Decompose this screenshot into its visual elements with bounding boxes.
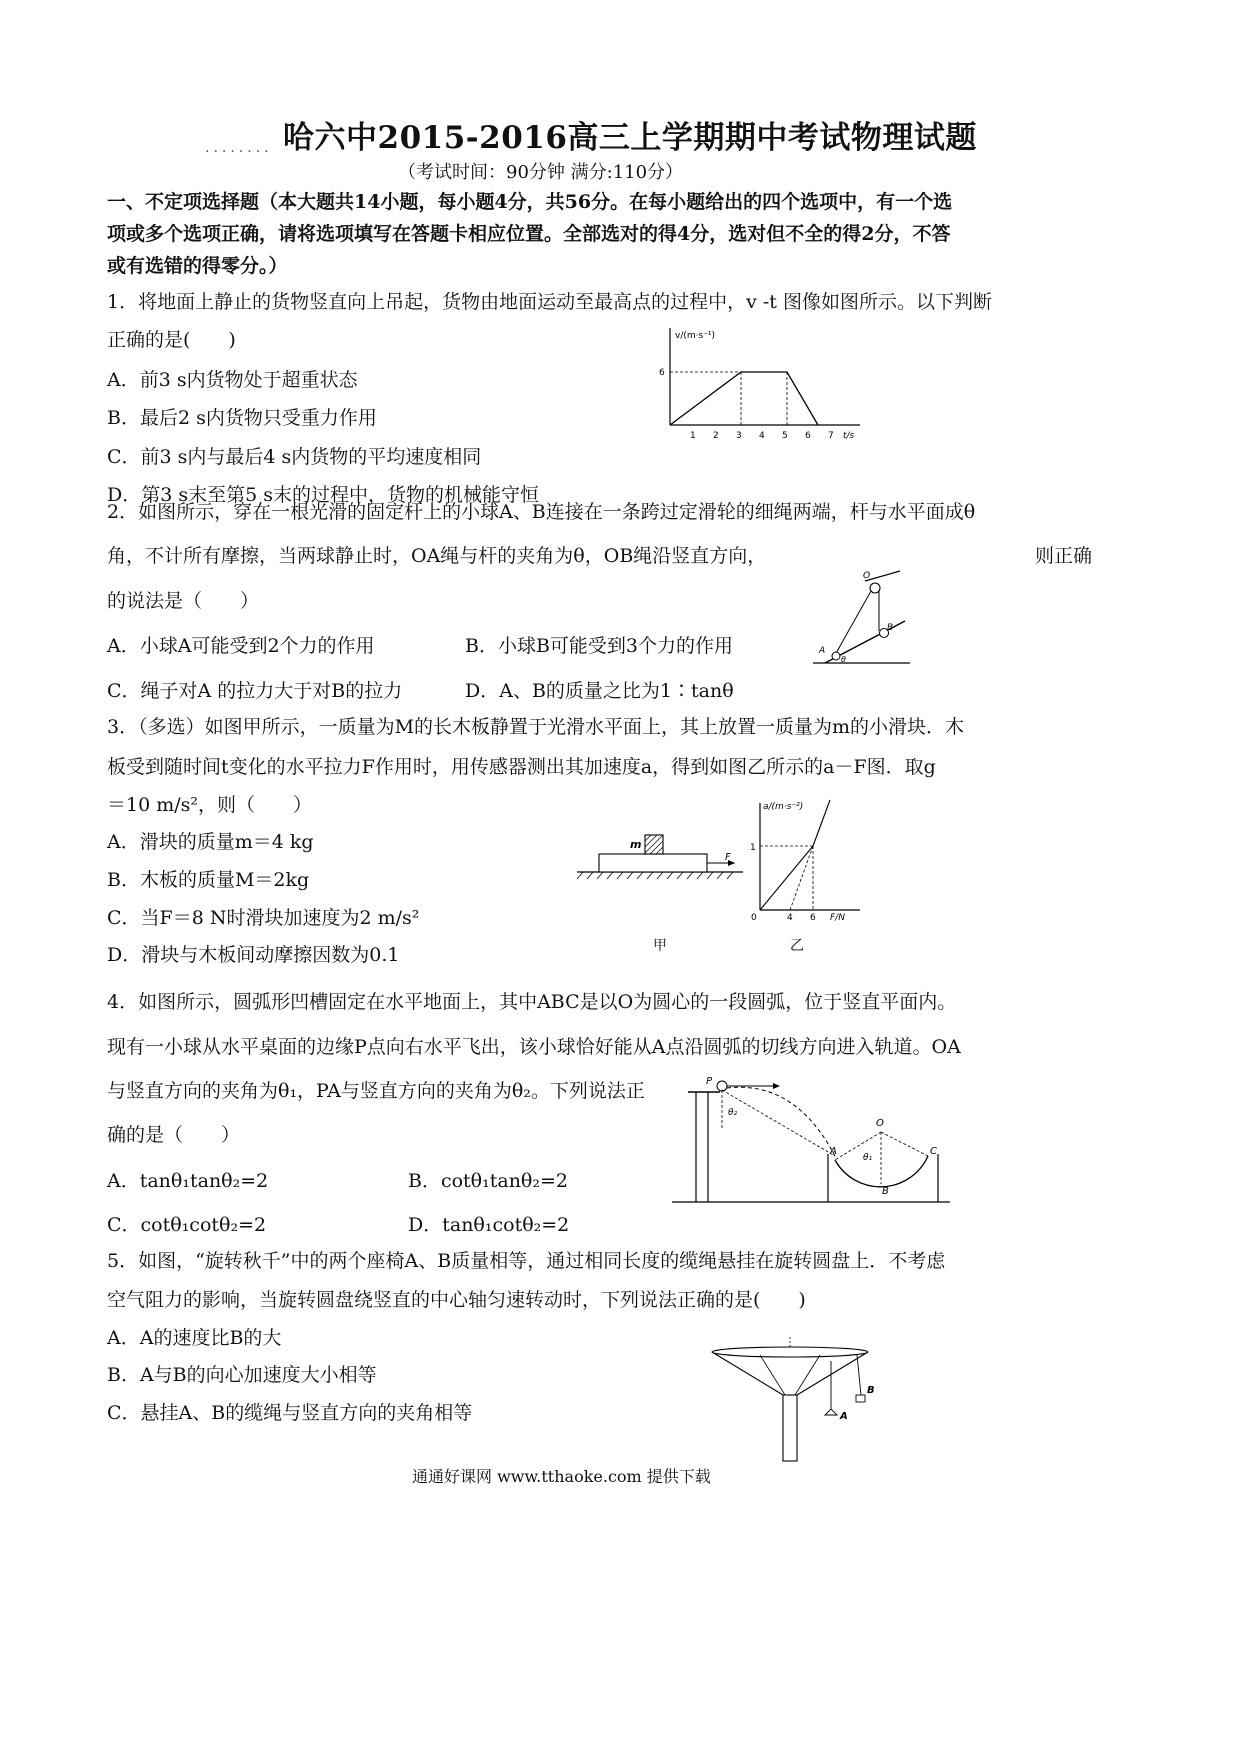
q3-stem-line3: ＝10 m/s²，则（ ） <box>107 794 313 816</box>
q5-pole <box>783 1395 797 1461</box>
q4-label-b: B <box>882 1186 889 1197</box>
q3-stem-line1: 3．（多选）如图甲所示，一质量为M的长木板静置于光滑水平面上，其上放置一质量为m的小滑块．木 <box>107 716 965 738</box>
q2-ball-a <box>832 652 840 660</box>
q3-option-a: A．滑块的质量m＝4 kg <box>107 831 314 853</box>
q5-option-a: A．A的速度比B的大 <box>107 1327 282 1349</box>
q3-board <box>599 854 707 872</box>
q5-seat-a <box>825 1409 837 1415</box>
section-instructions-line3: 或有选错的得零分。） <box>107 255 288 277</box>
q3-line-low <box>760 846 813 910</box>
q5-seat-b <box>856 1395 865 1402</box>
header-dots: ........ <box>205 140 273 156</box>
q2-stem-line1: 2．如图所示，穿在一根光滑的固定杆上的小球A、B连接在一条跨过定滑轮的细绳两端，杆与水平面成θ <box>107 501 976 523</box>
q5-rope-b <box>857 1355 861 1395</box>
q5-label-b: B <box>867 1385 875 1396</box>
q1-vt-line <box>670 372 818 425</box>
q4-stem-line4: 确的是（ ） <box>107 1124 241 1146</box>
q2-label-a: A <box>819 646 826 656</box>
q2-option-d: D．A、B的质量之比为1∶tanθ <box>465 680 734 702</box>
q4-label-theta1: θ₁ <box>863 1153 873 1163</box>
q3-origin: 0 <box>751 913 757 923</box>
q3-y-tick-1: 1 <box>750 843 756 853</box>
q1-x-tick: 1 <box>690 431 696 441</box>
page-footer: 通通好课网 www.tthaoke.com 提供下载 <box>412 1467 711 1486</box>
q3-af-graph <box>745 795 865 925</box>
q4-option-a: A．tanθ₁tanθ₂=2 <box>107 1170 269 1192</box>
q3-option-c: C．当F＝8 N时滑块加速度为2 m/s² <box>107 907 420 929</box>
q2-option-b: B．小球B可能受到3个力的作用 <box>465 635 734 657</box>
exam-info: （考试时间：90分钟 满分:110分） <box>398 162 684 183</box>
q1-x-tick: 5 <box>782 431 788 441</box>
q3-figure-a <box>575 812 745 892</box>
q2-rope-oa <box>835 591 871 655</box>
q3-line-high <box>813 800 830 846</box>
q3-stem-line2: 板受到随时间t变化的水平拉力F作用时，用传感器测出其加速度a，得到如图乙所示的a－F图．取g <box>107 756 936 778</box>
q2-label-o: O <box>863 571 871 581</box>
q4-label-p: P <box>706 1076 713 1087</box>
q1-vt-graph <box>655 325 865 441</box>
q4-label-c: C <box>930 1146 937 1157</box>
q3-x-label: F/N <box>830 913 845 923</box>
q2-label-b: B <box>887 623 894 633</box>
q4-arc <box>835 1156 928 1187</box>
q4-figure <box>670 1070 955 1210</box>
q2-ceiling <box>865 571 900 581</box>
q4-label-theta2: θ₂ <box>728 1108 738 1118</box>
q4-option-c: C．cotθ₁cotθ₂=2 <box>107 1214 267 1236</box>
q3-caption-a: 甲 <box>653 938 667 954</box>
q4-stem-line2: 现有一小球从水平桌面的边缘P点向右水平飞出，该小球恰好能从A点沿圆弧的切线方向进入轨道。OA <box>107 1036 961 1058</box>
q1-y-label: v/(m·s⁻¹) <box>675 331 716 341</box>
q3-option-d: D．滑块与木板间动摩擦因数为0.1 <box>107 944 400 966</box>
q2-figure <box>805 563 915 673</box>
q4-label-a: A <box>830 1146 837 1157</box>
section-instructions-line2: 项或多个选项正确，请将选项填写在答题卡相应位置。全部选对的得4分，选对但不全的得2分，不答 <box>107 223 951 245</box>
q1-option-a: A．前3 s内货物处于超重状态 <box>107 369 358 391</box>
q1-x-tick: 2 <box>713 431 719 441</box>
q1-option-b: B．最后2 s内货物只受重力作用 <box>107 407 377 429</box>
q3-x-tick-6: 6 <box>810 913 816 923</box>
q5-disk <box>712 1347 868 1357</box>
q3-x-tick-4: 4 <box>787 913 793 923</box>
q1-x-tick: 6 <box>805 431 811 441</box>
q2-stem-line3: 的说法是（ ） <box>107 590 260 612</box>
q4-label-o: O <box>876 1118 884 1129</box>
q2-option-c: C．绳子对A 的拉力大于对B的拉力 <box>107 680 403 702</box>
q1-option-c: C．前3 s内与最后4 s内货物的平均速度相同 <box>107 446 482 468</box>
q3-label-f: F <box>725 852 731 863</box>
q1-option-d: D．第3 s末至第5 s末的过程中，货物的机械能守恒 <box>107 484 539 506</box>
q5-stem-line2: 空气阻力的影响，当旋转圆盘绕竖直的中心轴匀速转动时，下列说法正确的是( ) <box>107 1289 806 1311</box>
q5-option-b: B．A与B的向心加速度大小相等 <box>107 1364 377 1386</box>
q1-stem-line2: 正确的是( ) <box>107 329 236 351</box>
page-title: 哈六中2015-2016高三上学期期中考试物理试题 <box>283 120 977 156</box>
q3-option-b: B．木板的质量M＝2kg <box>107 869 310 891</box>
q4-stem-line1: 4．如图所示，圆弧形凹槽固定在水平地面上，其中ABC是以O为圆心的一段圆弧，位于竖直平面内。 <box>107 991 957 1013</box>
q1-x-label: t/s <box>843 431 855 441</box>
section-instructions-line1: 一、不定项选择题（本大题共14小题，每小题4分，共56分。在每小题给出的四个选项中，有一个选 <box>107 191 953 213</box>
q4-option-d: D．tanθ₁cotθ₂=2 <box>408 1214 570 1236</box>
q3-y-label: a/(m·s⁻²) <box>763 802 804 812</box>
q1-stem-line1: 1．将地面上静止的货物竖直向上吊起，货物由地面运动至最高点的过程中，v -t 图像如图所示。以下判断 <box>107 291 992 313</box>
q4-trajectory <box>727 1087 835 1156</box>
q1-x-tick: 3 <box>736 431 742 441</box>
q1-y-tick-6: 6 <box>659 368 665 378</box>
q1-x-tick: 4 <box>759 431 765 441</box>
q4-stem-line3: 与竖直方向的夹角为θ₁，PA与竖直方向的夹角为θ₂。下列说法正 <box>107 1080 645 1102</box>
q2-stem-line2-end: 则正确 <box>1035 545 1093 567</box>
q3-label-m: m <box>630 838 642 851</box>
q1-x-tick: 7 <box>828 431 834 441</box>
q2-label-theta: θ <box>841 655 846 664</box>
q4-option-b: B．cotθ₁tanθ₂=2 <box>408 1170 568 1192</box>
q4-ball <box>717 1081 727 1091</box>
q2-stem-line2: 角，不计所有摩擦，当两球静止时，OA绳与杆的夹角为θ，OB绳沿竖直方向， <box>107 545 767 567</box>
q5-option-c: C．悬挂A、B的缆绳与竖直方向的夹角相等 <box>107 1402 473 1424</box>
q5-stem-line1: 5．如图，“旋转秋千”中的两个座椅A、B质量相等，通过相同长度的缆绳悬挂在旋转圆盘上．不考虑 <box>107 1250 946 1272</box>
q5-label-a: A <box>840 1411 848 1422</box>
q5-figure <box>705 1335 880 1465</box>
q3-caption-b: 乙 <box>790 938 804 954</box>
q2-option-a: A．小球A可能受到2个力的作用 <box>107 635 375 657</box>
